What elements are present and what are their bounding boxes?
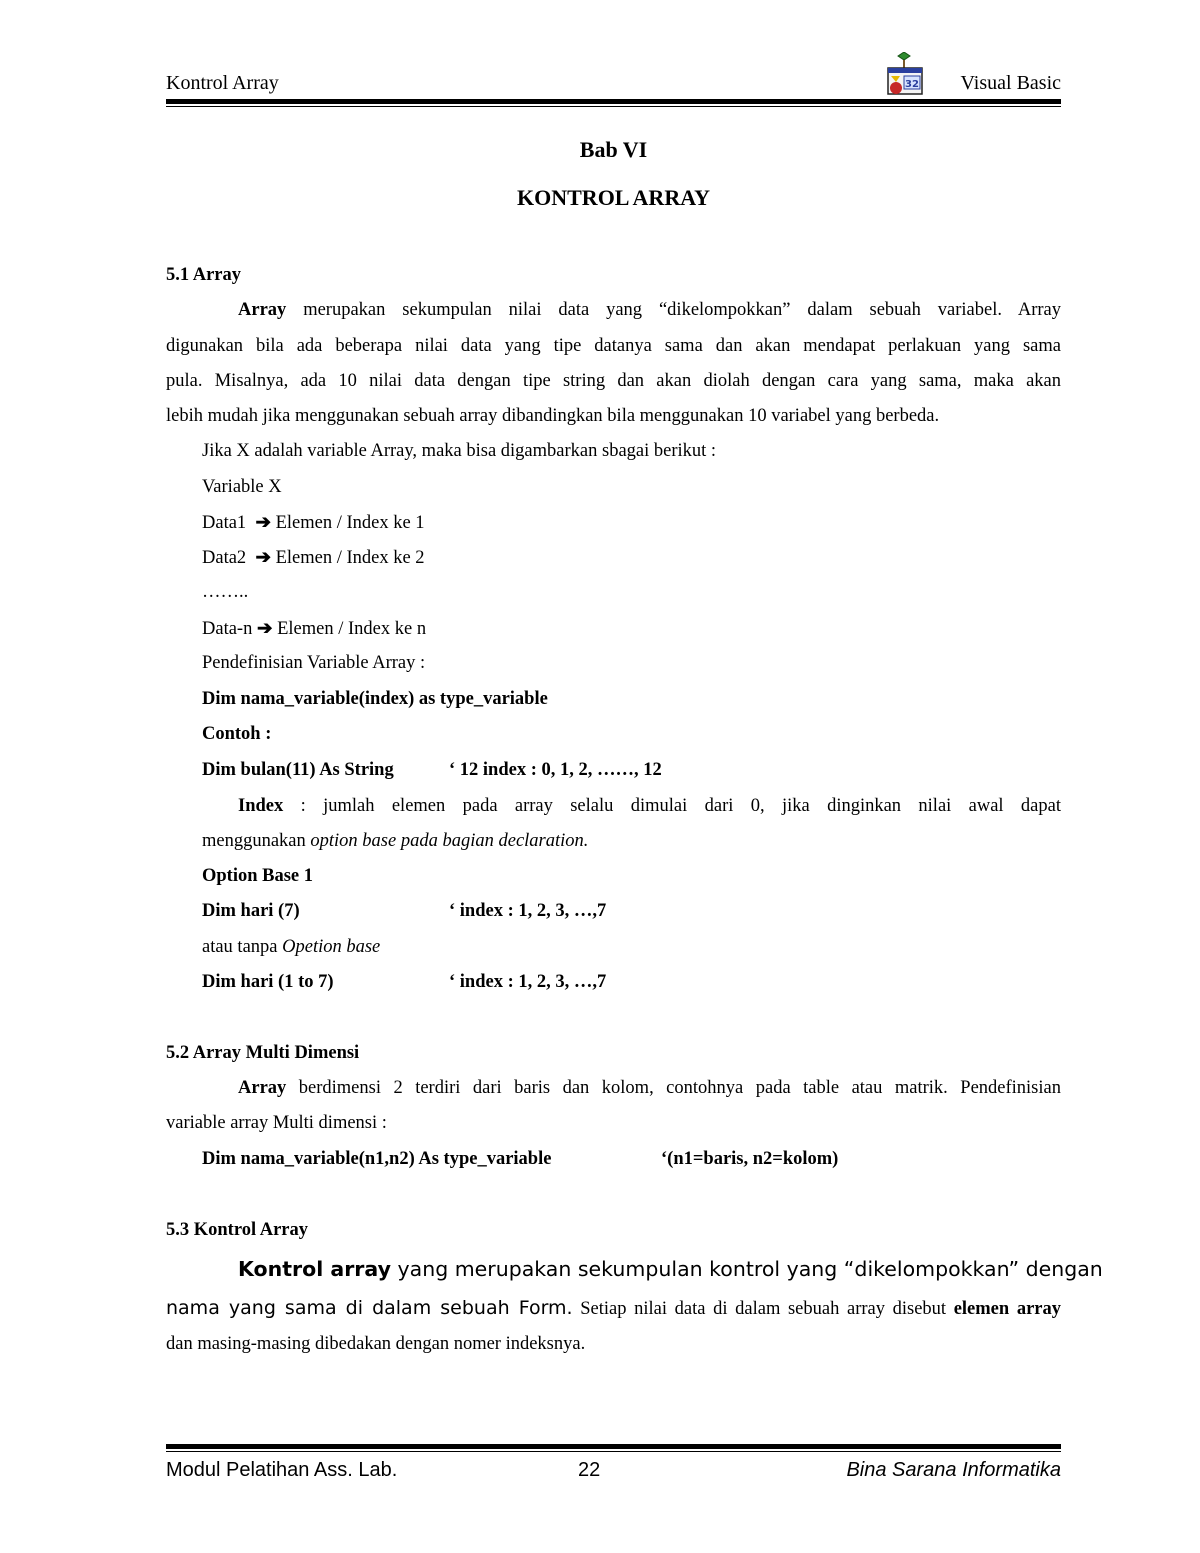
paragraph-line: nama yang sama di dalam sebuah Form. Setiap nilai data di dalam sebuah array disebut elemen array [166, 1297, 1061, 1319]
chapter-topic: KONTROL ARRAY [517, 185, 710, 210]
paragraph-line: lebih mudah jika menggunakan sebuah array dibandingkan bila menggunakan 10 variabel yang berbeda. [166, 406, 940, 426]
paragraph-line: variable array Multi dimensi : [166, 1113, 387, 1133]
list-item: Data1 ➔ Elemen / Index ke 1 [202, 513, 425, 533]
paragraph-line: digunakan bila ada beberapa nilai data yang tipe datanya sama dan akan mendapat perlakuan yang sama [166, 336, 1061, 356]
code-line: Dim nama_variable(n1,n2) As type_variable [202, 1149, 552, 1169]
code-line: Dim hari (1 to 7) [202, 972, 334, 992]
svg-text:32: 32 [905, 79, 919, 90]
footer-right: Bina Sarana Informatika [846, 1459, 1061, 1481]
list-item: Data-n ➔ Elemen / Index ke n [202, 619, 427, 639]
page-number: 22 [578, 1459, 601, 1481]
chapter-title: Bab VI [579, 137, 648, 162]
code-comment: ‘ index : 1, 2, 3, …,7 [449, 901, 607, 921]
arrow-icon: ➔ [255, 548, 271, 568]
header-rule [166, 99, 1061, 104]
section-heading: 5.3 Kontrol Array [166, 1220, 308, 1240]
code-line: Dim bulan(11) As String [202, 760, 394, 780]
paragraph-line: Kontrol array yang merupakan sekumpulan kontrol yang “dikelompokkan” dengan [238, 1257, 1103, 1281]
paragraph-line: Index : jumlah elemen pada array selalu dimulai dari 0, jika dinginkan nilai awal dapat [238, 796, 1061, 816]
text-line: atau tanpa Opetion base [202, 937, 381, 957]
list-item: …….. [202, 582, 249, 602]
code-line: Contoh : [202, 724, 272, 744]
code-comment: ‘ 12 index : 0, 1, 2, ……, 12 [449, 760, 662, 780]
code-line: Dim hari (7) [202, 901, 300, 921]
arrow-icon: ➔ [256, 619, 273, 639]
text-line: Jika X adalah variable Array, maka bisa digambarkan sbagai berikut : [202, 441, 717, 461]
header-right-title: Visual Basic [960, 72, 1061, 94]
footer-rule-thin [166, 1451, 1061, 1452]
section-heading: 5.1 Array [166, 265, 242, 285]
paragraph-line: dan masing-masing dibedakan dengan nomer indeksnya. [166, 1334, 586, 1354]
arrow-icon: ➔ [255, 513, 271, 533]
header-left-title: Kontrol Array [166, 72, 279, 94]
vb-logo-icon [886, 52, 928, 98]
paragraph-line: pula. Misalnya, ada 10 nilai data dengan tipe string dan akan diolah dengan cara yang sama, maka akan [166, 371, 1061, 391]
code-comment: ‘(n1=baris, n2=kolom) [661, 1149, 839, 1169]
header-rule-thin [166, 106, 1061, 107]
document-page [166, 0, 1103, 1553]
section-heading: 5.2 Array Multi Dimensi [166, 1043, 360, 1063]
paragraph-line: Array merupakan sekumpulan nilai data yang “dikelompokkan” dalam sebuah variabel. Array [238, 300, 1061, 320]
footer-rule [166, 1444, 1061, 1449]
text-line: Variable X [202, 477, 282, 497]
code-comment: ‘ index : 1, 2, 3, …,7 [449, 972, 607, 992]
code-line: Option Base 1 [202, 866, 314, 886]
paragraph-line: Array berdimensi 2 terdiri dari baris dan kolom, contohnya pada table atau matrik. Pendefinisian [238, 1078, 1061, 1098]
text-line: Pendefinisian Variable Array : [202, 653, 426, 673]
paragraph-line: menggunakan option base pada bagian declaration. [202, 831, 589, 851]
list-item: Data2 ➔ Elemen / Index ke 2 [202, 548, 425, 568]
footer-left: Modul Pelatihan Ass. Lab. [166, 1459, 398, 1481]
code-line: Dim nama_variable(index) as type_variable [202, 689, 548, 709]
